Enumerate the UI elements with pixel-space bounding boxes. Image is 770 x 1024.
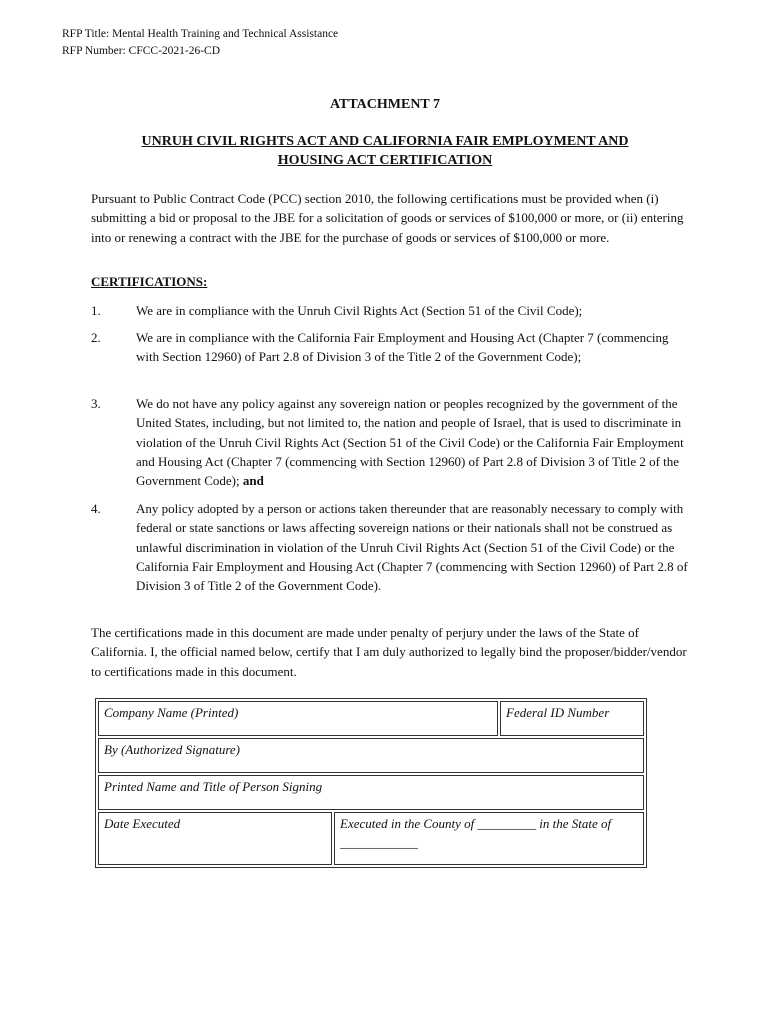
item-number: 1.: [91, 303, 101, 318]
item-3-and: and: [242, 473, 264, 489]
rfp-number: RFP Number: CFCC-2021-26-CD: [62, 45, 221, 57]
executed-county-field[interactable]: Executed in the County of _________ in the State of ____________: [334, 812, 644, 865]
item-number: 2.: [91, 330, 101, 345]
rfp-title: RFP Title: Mental Health Training and Technical Assistance: [62, 28, 339, 40]
certification-item-3: [136, 394, 692, 490]
certifications-heading: CERTIFICATIONS:: [91, 274, 208, 289]
certification-item-2: We are in compliance with the California Fair Employment and Housing Act (Chapter 7 (commencing with Section 12960) of Part 2.8 of Division 3 of the Title 2 of the Government Code);: [136, 330, 669, 365]
attachment-label: ATTACHMENT 7: [329, 97, 441, 112]
title-line-2: HOUSING ACT CERTIFICATION: [277, 153, 493, 168]
item-3-text: We do not have any policy against any sovereign nation or peoples recognized by the government of the United States, including, but not limited to, the nation and people of Israel, that is used to discriminate in violation of the Unruh Civil Rights Act (Section 51 of the Civil Code) or the California Fair Employment and Housing Act (Chapter 7 (commencing with Section 12960) of Part 2.8 of Division 3 of Title 2 of the Government Code);: [136, 396, 684, 489]
item-number: 3.: [91, 396, 101, 411]
item-number: 4.: [91, 501, 101, 516]
closing-paragraph: The certifications made in this document are made under penalty of perjury under the laws of the State of California. I, the official named below, certify that I am duly authorized to legally bind the proposer/bidder/vendor to certifications made in this document.: [91, 625, 687, 679]
date-executed-field[interactable]: Date Executed: [98, 812, 332, 865]
certification-item-1: We are in compliance with the Unruh Civil Rights Act (Section 51 of the Civil Code);: [136, 303, 583, 318]
printed-name-field[interactable]: Printed Name and Title of Person Signing: [98, 775, 644, 810]
certification-item-4: Any policy adopted by a person or actions taken thereunder that are reasonably necessary to comply with federal or state sanctions or laws affecting sovereign nations or their nationals shall not be construed as unlawful discrimination in violation of the Unruh Civil Rights Act (Section 51 of the Civil Code) or the California Fair Employment and Housing Act (Chapter 7 (commencing with Section 12960) of Part 2.8 of Division 3 of Title 2 of the Government Code).: [136, 501, 688, 594]
federal-id-field[interactable]: Federal ID Number: [500, 701, 644, 736]
signature-form: [95, 698, 647, 868]
signature-field[interactable]: By (Authorized Signature): [98, 738, 644, 773]
company-name-field[interactable]: Company Name (Printed): [98, 701, 498, 736]
intro-paragraph: Pursuant to Public Contract Code (PCC) section 2010, the following certifications must be provided when (i) submitting a bid or proposal to the JBE for a solicitation of goods or services of $100,000 or more, or (ii) entering into or renewing a contract with the JBE for the purchase of goods or services of $100,000 or more.: [91, 191, 684, 245]
title-line-1: UNRUH CIVIL RIGHTS ACT AND CALIFORNIA FAIR EMPLOYMENT AND: [141, 134, 629, 149]
